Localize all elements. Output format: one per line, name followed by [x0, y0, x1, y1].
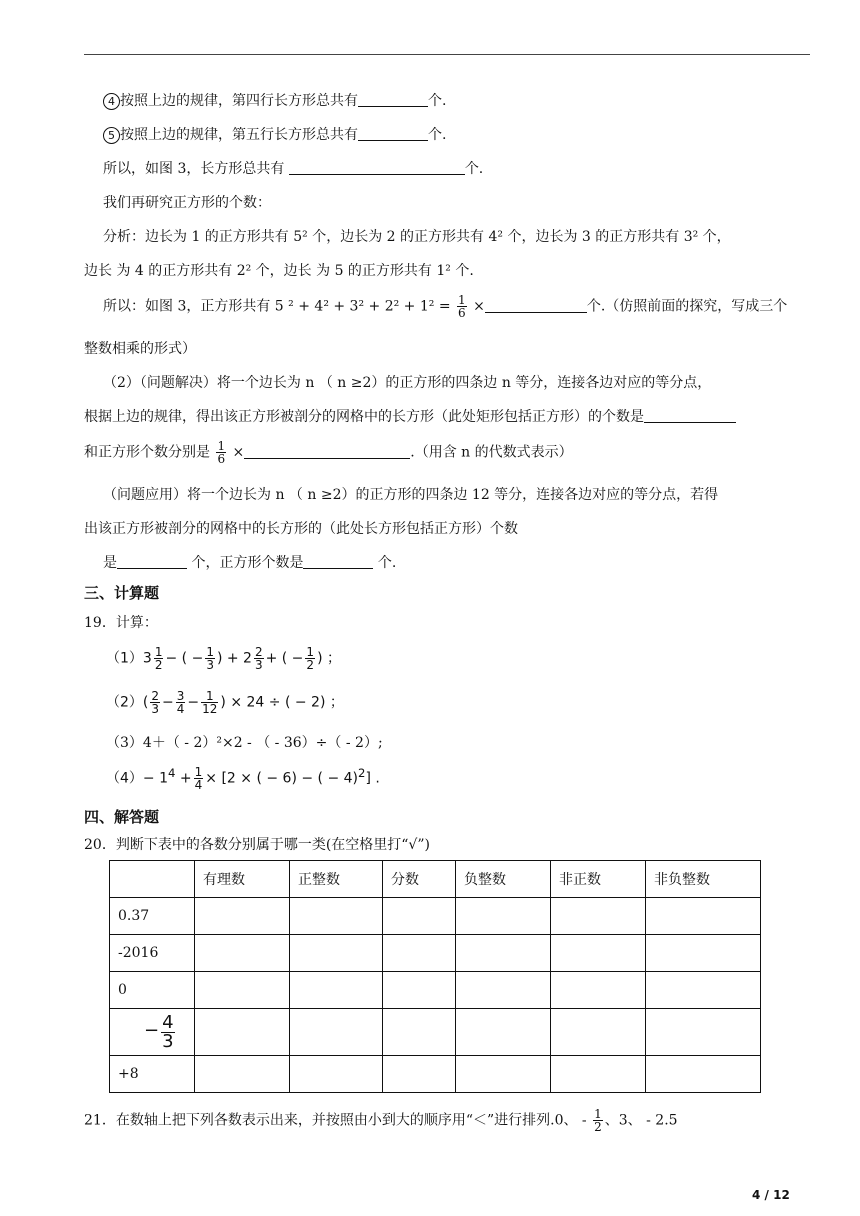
text: ；: [329, 694, 344, 711]
table-header: 非正数: [551, 861, 646, 898]
table-cell[interactable]: [551, 935, 646, 972]
table-cell[interactable]: [383, 898, 456, 935]
question-21: [84, 1108, 678, 1133]
answer-blank[interactable]: [117, 554, 187, 569]
table-cell[interactable]: [195, 1056, 290, 1093]
table-cell[interactable]: [646, 1009, 761, 1056]
table-cell[interactable]: [383, 1009, 456, 1056]
table-cell[interactable]: [456, 935, 551, 972]
text: .（用含 n 的代数式表示）: [410, 444, 573, 461]
line-part2c: [84, 440, 573, 465]
answer-blank[interactable]: [485, 298, 587, 313]
answer-blank[interactable]: [289, 160, 465, 175]
table-cell[interactable]: [290, 1056, 383, 1093]
denominator: 2: [594, 1120, 602, 1134]
table-cell[interactable]: [456, 898, 551, 935]
header-rule: [84, 54, 810, 55]
circled-number: 4: [103, 93, 120, 110]
line-analysis: 分析：边长为 1 的正方形共有 5² 个，边长为 2 的正方形共有 4² 个，边长为 3 的正方形共有 3² 个，: [103, 229, 731, 245]
numerator: 1: [594, 1107, 602, 1121]
table-cell[interactable]: [290, 1009, 383, 1056]
text: .: [375, 770, 380, 787]
line-analysis-2: 边长 为 4 的正方形共有 2² 个，边长 为 5 的正方形共有 1² 个.: [84, 263, 474, 279]
text: 个，正方形个数是: [187, 555, 304, 571]
text: ；: [326, 650, 341, 667]
fraction: [216, 440, 226, 465]
line-part2: （2）（问题解决）将一个边长为 n （ n ≥2）的正方形的四条边 n 等分，连接各边对应的等分点，: [103, 375, 712, 391]
table-cell[interactable]: [383, 972, 456, 1009]
table-header: [110, 861, 195, 898]
table-cell[interactable]: [646, 935, 761, 972]
row-label: -2016: [110, 935, 195, 972]
table-cell[interactable]: [383, 935, 456, 972]
text: 和正方形个数分别是: [84, 444, 210, 461]
answer-blank[interactable]: [358, 126, 428, 141]
circled-number: 5: [103, 127, 120, 144]
table-row: [110, 898, 761, 935]
denominator: 3: [162, 1030, 174, 1052]
table-cell[interactable]: [646, 1056, 761, 1093]
table-header: 正整数: [290, 861, 383, 898]
text: 所以，如图 3，长方形总共有: [103, 161, 285, 177]
table-cell[interactable]: [646, 972, 761, 1009]
table-row: [110, 1009, 761, 1056]
line-application-3: [103, 552, 396, 572]
line-q4: [103, 90, 446, 110]
table-cell[interactable]: [383, 1056, 456, 1093]
table-cell[interactable]: [551, 1009, 646, 1056]
fraction: [593, 1108, 603, 1133]
table-cell[interactable]: [195, 972, 290, 1009]
line-form: 整数相乘的形式）: [84, 341, 196, 357]
line-part2b: [84, 406, 736, 426]
text: 个.: [428, 93, 447, 109]
text: 21．在数轴上把下列各数表示出来，并按照由小到大的顺序用“＜”进行排列.0、 -: [84, 1112, 587, 1129]
calc-4: $(4)- 1^4$ + $\frac{1}{4}$ × [2 × ( − 6) − ( − 4)$^2$] .: [106, 765, 380, 793]
text: 按照上边的规律，第四行长方形总共有: [120, 93, 358, 109]
text: 个.（仿照前面的探究，写成三个: [586, 298, 788, 315]
text: 按照上边的规律，第五行长方形总共有: [120, 127, 358, 143]
row-label: 0: [110, 972, 195, 1009]
table-cell[interactable]: [456, 1056, 551, 1093]
text: 个.: [428, 127, 447, 143]
text: ×: [473, 298, 485, 315]
text: 个.: [464, 161, 484, 177]
table-row: [110, 972, 761, 1009]
table-cell[interactable]: [551, 898, 646, 935]
table-cell[interactable]: [551, 972, 646, 1009]
minus-sign: −: [144, 1020, 160, 1041]
table-cell[interactable]: [290, 898, 383, 935]
table-row: [110, 1056, 761, 1093]
section-heading-calc: 三、计算题: [84, 584, 160, 602]
calc-2: （2）( $\frac{2}{3}$ − $\frac{3}{4}$ − $\frac{1}{12}$ ) × 24 ÷ ( − 2) ；: [106, 689, 344, 716]
question-19: 19．计算：: [84, 615, 158, 631]
table-cell[interactable]: [456, 972, 551, 1009]
table-cell[interactable]: [290, 935, 383, 972]
line-application: （问题应用）将一个边长为 n （ n ≥2）的正方形的四条边 12 等分，连接各边对应的等分点，若得: [103, 487, 719, 503]
table-header: 分数: [383, 861, 456, 898]
text: 根据上边的规律，得出该正方形被剖分的网格中的长方形（此处矩形包括正方形）的个数是: [84, 409, 644, 425]
row-label: 0.37: [110, 898, 195, 935]
table-cell[interactable]: [646, 898, 761, 935]
denominator: 6: [458, 306, 466, 320]
table-header: 有理数: [195, 861, 290, 898]
fraction: [457, 294, 467, 319]
table-cell[interactable]: [456, 1009, 551, 1056]
text: ×: [232, 444, 245, 461]
table-cell[interactable]: [551, 1056, 646, 1093]
answer-blank[interactable]: [244, 444, 410, 459]
denominator: 6: [217, 452, 226, 466]
label: （1）: [106, 650, 143, 667]
row-label: +8: [110, 1056, 195, 1093]
table-header: 负整数: [456, 861, 551, 898]
calc-3: （3）4＋（ - 2）²×2 - （ - 36）÷（ - 2）;: [106, 735, 383, 751]
answer-blank[interactable]: [303, 554, 373, 569]
section-heading-answers: 四、解答题: [84, 808, 160, 826]
page-number: 4 / 12: [752, 1188, 790, 1202]
text: 是: [103, 555, 117, 571]
text: 个.: [373, 555, 397, 571]
line-q5: [103, 124, 446, 144]
answer-blank[interactable]: [358, 92, 428, 107]
answer-blank[interactable]: [644, 408, 736, 423]
numerator: 1: [458, 293, 466, 307]
text: 、3、 - 2.5: [604, 1112, 678, 1129]
line-application-2: 出该正方形被剖分的网格中的长方形的（此处长方形包括正方形）个数: [84, 521, 518, 537]
text: 所以：如图 3，正方形共有 5 ² + 4² + 3² + 2² + 1² =: [103, 298, 451, 315]
line-total-rect: [103, 158, 483, 178]
table-header-row: [110, 861, 761, 898]
line-squares-formula: [103, 294, 787, 319]
table-cell[interactable]: [290, 972, 383, 1009]
table-cell[interactable]: [195, 898, 290, 935]
row-label-fraction: [110, 1009, 195, 1056]
classification-table: [109, 860, 761, 1093]
table-row: [110, 935, 761, 972]
numerator: 1: [217, 439, 226, 453]
table-cell[interactable]: [195, 1009, 290, 1056]
numerator: 4: [162, 1011, 174, 1033]
question-20: 20．判断下表中的各数分别属于哪一类(在空格里打“√”): [84, 837, 430, 853]
line-intro-squares: 我们再研究正方形的个数：: [103, 195, 271, 211]
label: （2）: [106, 694, 143, 711]
calc-1: （1）3 $\frac{1}{2}$ − ( − $\frac{1}{3}$ ) + 2 $\frac{2}{3}$ + ( − $\frac{1}{2}$ ) ；: [106, 645, 341, 672]
table-header: 非负整数: [646, 861, 761, 898]
fraction: [161, 1011, 174, 1052]
label: （4）: [106, 770, 143, 787]
table-cell[interactable]: [195, 935, 290, 972]
